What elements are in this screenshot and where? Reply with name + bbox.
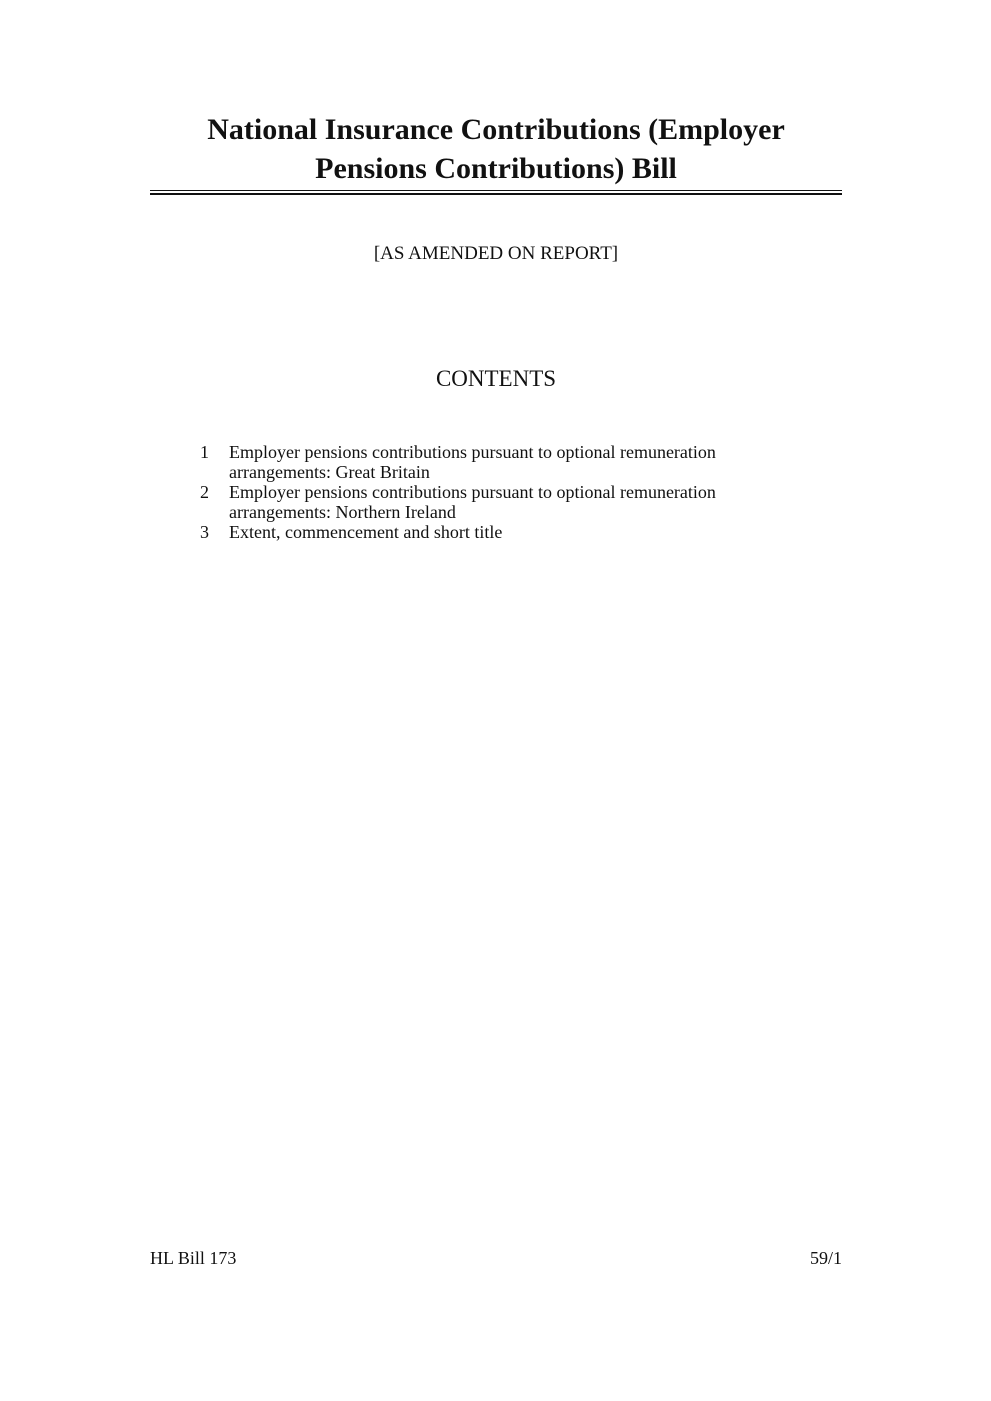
toc-item-number: 2 [200,482,209,502]
bill-title-line-2: Pensions Contributions) Bill [315,152,677,185]
toc-item-text: Employer pensions contributions pursuant to optional remuneration arrangements: Northern Ireland [229,482,716,522]
rule-thick [150,193,842,195]
toc-item[interactable] [195,522,815,542]
toc-item[interactable] [195,442,815,482]
contents-heading: CONTENTS [435,366,557,391]
toc-item-number: 3 [200,522,209,542]
toc-item[interactable] [195,482,815,522]
toc-item-number: 1 [200,442,209,462]
toc-item-text: Extent, commencement and short title [229,522,503,542]
page-footer [150,1248,842,1269]
bill-title [150,110,842,188]
title-double-rule [150,190,842,196]
toc-item-text: Employer pensions contributions pursuant to optional remuneration arrangements: Great Britain [229,442,716,482]
print-reference: 59/1 [809,1248,842,1268]
rule-thin [150,190,842,191]
amendment-status: [AS AMENDED ON REPORT] [373,243,619,264]
table-of-contents [195,442,815,542]
bill-number: HL Bill 173 [150,1248,237,1268]
bill-title-line-1: National Insurance Contributions (Employer [207,113,785,146]
